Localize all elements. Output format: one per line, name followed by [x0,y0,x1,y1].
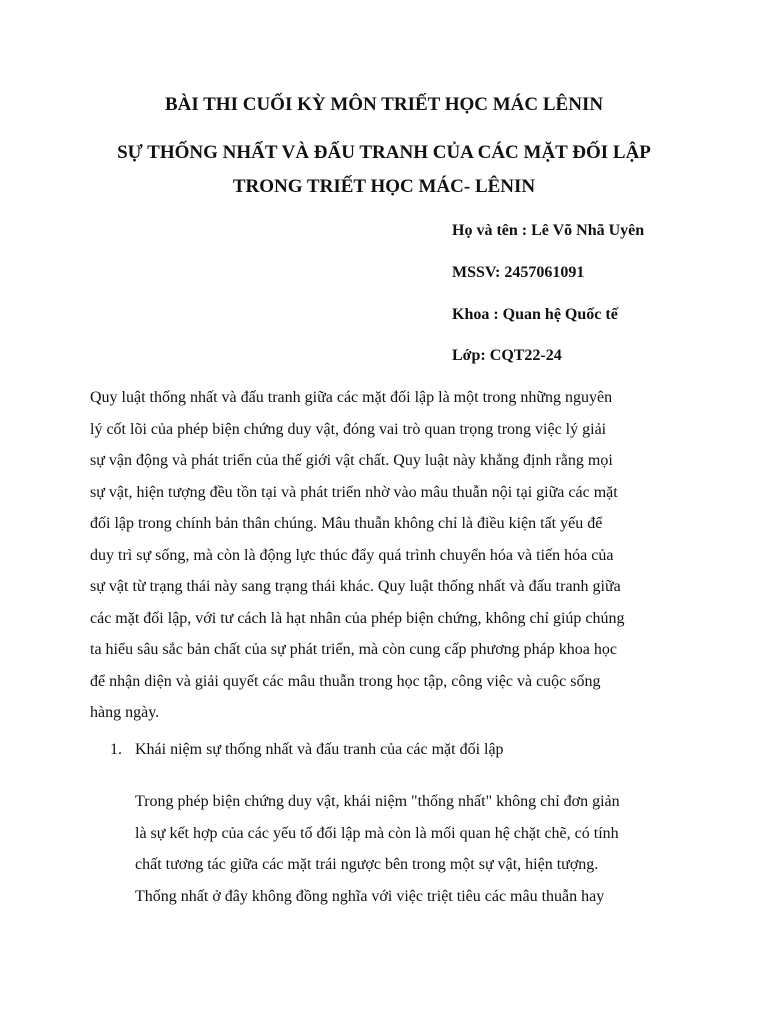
student-name: Họ và tên : Lê Võ Nhã Uyên [452,222,645,239]
intro-line: ta hiểu sâu sắc bản chất của sự phát triển, mà còn cung cấp phương pháp khoa học [90,641,617,658]
section-1-heading [110,738,504,762]
intro-line: hàng ngày. [90,704,160,721]
intro-line: Quy luật thống nhất và đấu tranh giữa các mặt đối lập là một trong những nguyên [90,389,613,406]
section-line: Trong phép biện chứng duy vật, khái niệm "thống nhất" không chỉ đơn giản [135,793,620,810]
section-number: 1. [110,741,122,758]
intro-paragraph [90,382,625,729]
section-1-paragraph [135,786,620,912]
intro-line: duy trì sự sống, mà còn là động lực thúc đẩy quá trình chuyển hóa và tiến hóa của [90,546,614,564]
intro-line: sự vận động và phát triển của thế giới vật chất. Quy luật này khẳng định rằng mọi [90,452,613,469]
section-heading-text: Khái niệm sự thống nhất và đấu tranh của các mặt đối lập [135,741,504,758]
intro-line: để nhận diện và giải quyết các mâu thuẫn trong học tập, công việc và cuộc sống [90,672,601,690]
student-class: Lớp: CQT22-24 [452,347,562,364]
intro-line: đối lập trong chính bản thân chúng. Mâu thuẫn không chỉ là điều kiện tất yếu để [90,515,603,532]
section-line: Thống nhất ở đây không đồng nghĩa với việc triệt tiêu các mâu thuẫn hay [135,887,605,905]
intro-line: các mặt đối lập, với tư cách là hạt nhân của phép biện chứng, không chỉ giúp chúng [90,609,625,627]
intro-line: lý cốt lõi của phép biện chứng duy vật, đóng vai trò quan trọng trong việc lý giải [90,420,607,438]
intro-line: sự vật từ trạng thái này sang trạng thái khác. Quy luật thống nhất và đấu tranh giữa [90,578,621,595]
topic-title-line2: TRONG TRIẾT HỌC MÁC- LÊNIN [232,176,536,197]
student-faculty: Khoa : Quan hệ Quốc tế [452,306,618,323]
exam-title: BÀI THI CUỐI KỲ MÔN TRIẾT HỌC MÁC LÊNIN [164,94,604,115]
topic-title-line1: SỰ THỐNG NHẤT VÀ ĐẤU TRANH CỦA CÁC MẶT ĐỐI LẬP [117,142,651,163]
student-id: MSSV: 2457061091 [452,264,585,281]
section-line: là sự kết hợp của các yếu tố đối lập mà còn là mối quan hệ chặt chẽ, có tính [135,824,619,842]
section-line: chất tương tác giữa các mặt trái ngược bên trong một sự vật, hiện tượng. [135,856,599,873]
intro-line: sự vật, hiện tượng đều tồn tại và phát triển nhờ vào mâu thuẫn nội tại giữa các mặt [90,483,618,501]
